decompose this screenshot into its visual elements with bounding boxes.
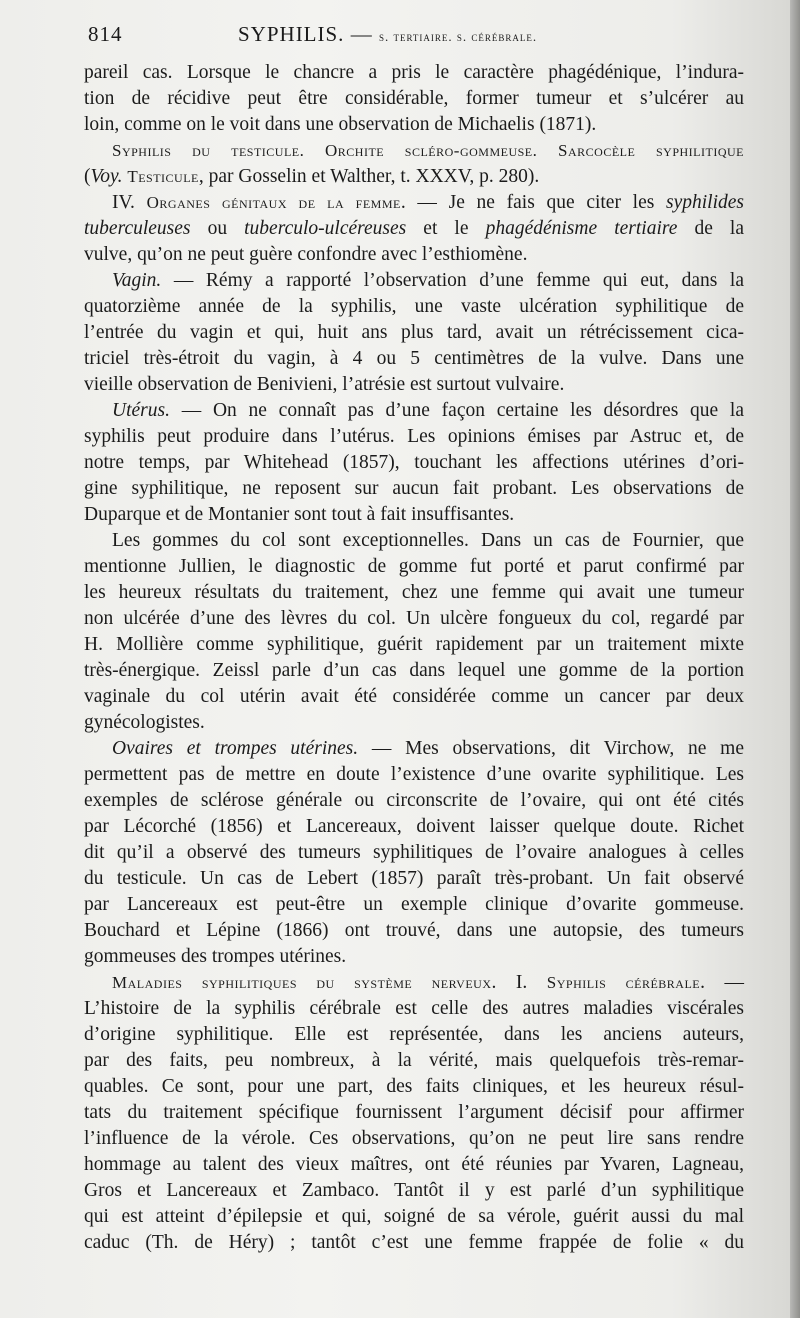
text-span: par Lécorché (1856) et Lancereaux, doivent laisser quelque doute. Richet [84,816,744,837]
text-line [84,736,744,762]
text-line [84,528,744,554]
text-line [84,892,744,918]
text-span: . — [700,972,745,993]
text-span: — Mes observations, dit Virchow, ne me [358,738,744,759]
text-span: Voy. [90,166,123,187]
text-span: quables. Ce sont, pour une part, des faits cliniques, et les heureux résul- [84,1076,744,1097]
text-span: . I. [491,972,547,993]
text-span: L’histoire de la syphilis cérébrale est celle des autres maladies viscérales [84,998,744,1019]
text-line [84,1152,744,1178]
text-span: d’origine syphilitique. Elle est représentée, dans les anciens auteurs, [84,1024,744,1045]
text-line [84,1022,744,1048]
text-span: Utérus. [112,400,170,421]
text-span: permettent pas de mettre en doute l’existence d’une ovarite syphilitique. Les [84,764,744,785]
text-span: syphilides [666,192,744,213]
text-span: — Rémy a rapporté l’observation d’une femme qui eut, dans la [161,270,744,291]
text-span: par Lancereaux est peut-être un exemple clinique d’ovarite gommeuse. [84,894,744,915]
running-header [88,22,748,52]
text-span: quatorzième année de la syphilis, une vaste ulcération syphilitique de [84,296,744,317]
text-line [84,1074,744,1100]
text-span: et le [406,218,486,239]
text-span: gine syphilitique, ne reposent sur aucun fait probant. Les observations de [84,478,744,499]
text-line [84,632,744,658]
text-span: Testicule [127,167,199,186]
text-line [84,606,744,632]
text-line [84,268,744,294]
running-title [238,22,537,47]
text-span: caduc (Th. de Héry) ; tantôt c’est une femme frappée de folie « du [84,1232,744,1253]
text-line [84,164,744,190]
text-line [84,710,744,736]
text-line [84,320,744,346]
text-span: phagédénisme tertiaire [485,218,678,239]
text-line [84,60,744,86]
text-span: mentionne Jullien, le diagnostic de gomme fut porté et parut confirmé par [84,556,744,577]
text-span: H. Mollière comme syphilitique, guérit rapidement par un traitement mixte [84,634,744,655]
text-line [84,918,744,944]
text-span: tuberculo-ulcéreuses [244,218,407,239]
text-line [84,762,744,788]
text-line [84,866,744,892]
text-span: tuberculeuses [84,218,191,239]
page-number: 814 [88,22,123,46]
text-line [84,1100,744,1126]
text-span: qui est atteint d’épilepsie et qui, soigné de sa vérole, guérit aussi du mal [84,1206,744,1227]
text-span: , par Gosselin et Walther, t. XXXV, p. 280). [198,166,540,187]
text-span: triciel très-étroit du vagin, à 4 ou 5 centimètres de la vulve. Dans une [84,348,744,369]
body-text [84,60,744,1256]
text-span: dit qu’il a observé des tumeurs syphilitiques de l’ovaire analogues à celles [84,842,744,863]
text-span: . — Je ne fais que citer les [400,192,666,213]
text-line [84,1230,744,1256]
text-span: gynécologistes. [84,712,205,733]
text-span: IV. [112,192,147,213]
text-span: Syphilis cérébrale [546,973,701,992]
text-line [84,424,744,450]
text-span: les heureux résultats du traitement, chez une femme qui avait une tumeur [84,582,744,603]
text-span: exemples de sclérose générale ou circonscrite de l’ovaire, qui ont été cités [84,790,744,811]
text-span: ( [84,166,91,187]
text-span: Maladies syphilitiques du système nerveux [112,973,492,992]
running-title-dash: — [344,22,379,46]
text-span: hommage au talent des vieux maîtres, ont été réunies par Yvaren, Lagneau, [84,1154,744,1175]
text-line [84,1204,744,1230]
running-title-main: SYPHILIS. [238,22,345,46]
page-edge [790,0,800,1318]
text-line [84,398,744,424]
text-span: syphilis peut produire dans l’utérus. Les opinions émises par Astruc et, de [84,426,744,447]
text-line [84,1178,744,1204]
running-title-sub: s. tertiaire. s. cérébrale. [378,29,538,44]
text-line [84,138,744,164]
text-span: Bouchard et Lépine (1866) ont trouvé, dans une autopsie, des tumeurs [84,920,744,941]
text-line [84,684,744,710]
text-line [84,86,744,112]
text-line [84,840,744,866]
text-span: non ulcérée d’une des lèvres du col. Un ulcère fongueux du col, regardé par [84,608,744,629]
text-span: par des faits, peu nombreux, à la vérité, mais quelquefois très-remar- [84,1050,744,1071]
text-span: Vagin. [112,270,162,291]
text-line [84,554,744,580]
text-span: très-énergique. Zeissl parle d’un cas dans lequel une gomme de la portion [84,660,744,681]
text-line [84,580,744,606]
text-line [84,944,744,970]
text-span: — On ne connaît pas d’une façon certaine les désordres que la [169,400,744,421]
text-span: loin, comme on le voit dans une observation de Michaelis (1871). [84,114,597,135]
text-span: Ovaires et trompes utérines. [112,738,359,759]
text-line [84,112,744,138]
text-line [84,1048,744,1074]
text-span: Organes génitaux de la femme [146,193,401,212]
text-span: vaginale du col utérin avait été considérée comme un cancer par deux [84,686,744,707]
text-line [84,970,744,996]
text-line [84,372,744,398]
text-span: Les gommes du col sont exceptionnelles. Dans un cas de Fournier, que [112,530,744,551]
text-line [84,1126,744,1152]
text-span: gommeuses des trompes utérines. [84,946,347,967]
text-line [84,190,744,216]
text-span: l’influence de la vérole. Ces observations, qu’on ne peut lire sans rendre [84,1128,744,1149]
text-line [84,450,744,476]
text-line [84,294,744,320]
text-line [84,658,744,684]
text-span: notre temps, par Whitehead (1857), touchant les affections utérines d’ori- [84,452,744,473]
text-span: pareil cas. Lorsque le chancre a pris le caractère phagédénique, l’indura- [84,62,744,83]
text-line [84,502,744,528]
text-line [84,216,744,242]
text-line [84,996,744,1022]
text-span: Duparque et de Montanier sont tout à fait insuffisantes. [84,504,515,525]
text-line [84,346,744,372]
text-span: tats du traitement spécifique fournissent l’argument décisif pour affirmer [84,1102,744,1123]
text-span: de la [677,218,744,239]
text-span: ou [190,218,245,239]
text-span: du testicule. Un cas de Lebert (1857) paraît très-probant. Un fait observé [84,868,744,889]
text-line [84,788,744,814]
text-span: Syphilis du testicule. Orchite scléro-gommeuse. Sarcocèle syphilitique [112,141,744,160]
text-line [84,242,744,268]
text-line [84,476,744,502]
text-span: tion de récidive peut être considérable, former tumeur et s’ulcérer au [84,88,744,109]
text-line [84,814,744,840]
text-span: vulve, qu’on ne peut guère confondre avec l’esthiomène. [84,244,528,265]
text-span: vieille observation de Benivieni, l’atrésie est surtout vulvaire. [84,374,565,395]
text-span: Gros et Lancereaux et Zambaco. Tantôt il y est parlé d’un syphilitique [84,1180,744,1201]
text-span: l’entrée du vagin et qui, huit ans plus tard, avait un rétrécissement cica- [84,322,744,343]
